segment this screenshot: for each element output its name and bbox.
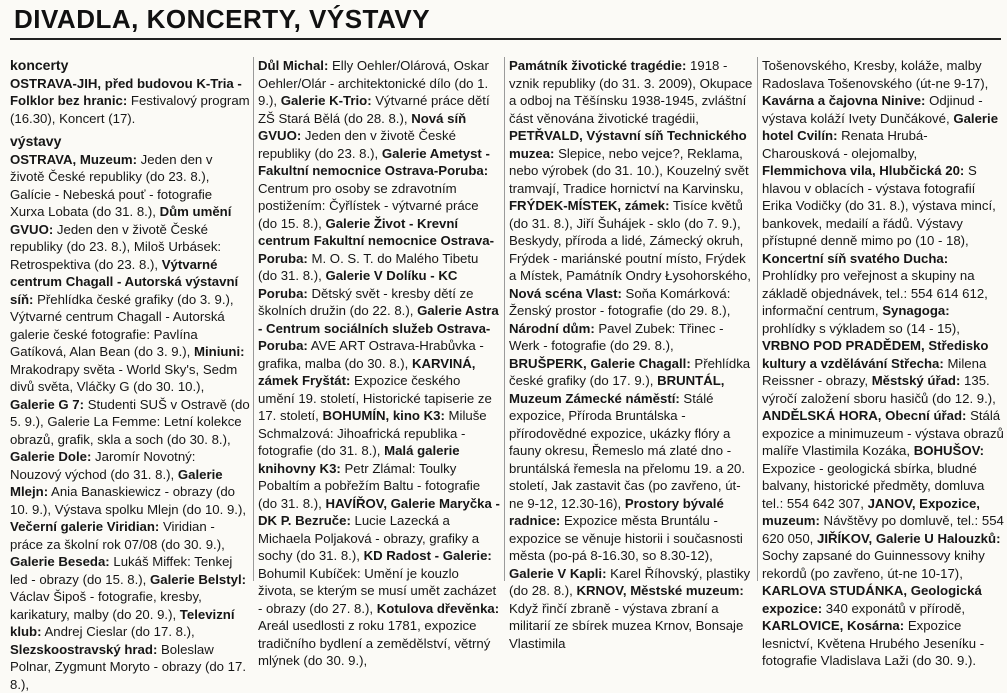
listing-text: Expozice - geologická sbírka, bludné balvany, historické předměty, domluva tel.: 554 642 307, [762, 461, 984, 511]
text-column-1 [10, 57, 250, 581]
listing-text: Přehlídka české grafiky (do 3. 9.), Výtvarné centrum Chagall - Autorská galerie české fotografie: Pavlína Gatíková, Alan Bean (do 3. 9.), [10, 292, 234, 360]
listing-text: Petr Zlámal: Toulky Pobaltím a pobřežím Baltu - fotografie (do 31. 8.), [258, 461, 480, 511]
venue-name: Nová síň GVUO: [258, 111, 466, 144]
venue-name: Synagoga: [882, 303, 949, 318]
listing-text: Lucie Lazecká a Michaela Poljaková - obrazy, grafiky a sochy (do 31. 8.), [258, 513, 479, 563]
listing-text: Expozice českého umění 19. století, Historické tapiserie ze 17. století, [258, 373, 492, 423]
listing-text: Stálé expozice, Příroda Bruntálska - přírodovědné expozice, ukázky flóry a fauny okresu, Řemeslo má zlaté dno - bruntálská řemesla na přelomu 19. a 20. století, Jak zastavit čas (po zavřeno, út-ne 9-12, 12.30-16), [509, 391, 745, 511]
column-divider [253, 57, 254, 581]
listing-text: Stálá expozice a minimuzeum - výstava obrazů malíře Vlastimila Kozáka, [762, 408, 1004, 458]
page-title: DIVADLA, KONCERTY, VÝSTAVY [14, 4, 430, 35]
listing-text: prohlídky s výkladem so (14 - 15), [762, 321, 960, 336]
venue-name: Koncertní síň svatého Ducha: [762, 251, 948, 266]
venue-name: Večerní galerie Viridian: [10, 519, 159, 534]
listing-text: Pavel Zubek: Třinec - Werk - fotografie (do 29. 8.), [509, 321, 723, 354]
venue-name: Galerie Beseda: [10, 554, 110, 569]
venue-name: KD Radost - Galerie: [364, 548, 492, 563]
listing-text: Dětský svět - kresby dětí ze školních družin (do 22. 8.), [258, 286, 473, 319]
listing-text: Slepice, nebo vejce?, Reklama, nebo výrobek (do 31. 10.), Kouzelný svět tramvají, Tradice hornictví na Karvinsku, [509, 146, 749, 196]
venue-name: Galerie G 7: [10, 397, 84, 412]
listing-text: Viridian - práce za školní rok 07/08 (do 30. 9.), [10, 519, 225, 552]
text-column-3 [509, 57, 753, 581]
listing-text: Odjinud - výstava koláží Ivety Dunčákové, [762, 93, 983, 126]
venue-name: Televizní klub: [10, 607, 235, 640]
venue-name: KRNOV, Městské muzeum: [576, 583, 743, 598]
listing-text: Renata Hrubá-Charousková - olejomalby, [762, 128, 928, 161]
listing-text: 1918 - vznik republiky (do 31. 3. 2009), Okupace a odboj na Těšínsku 1938-1945, zvláštní část věnována životické tragédii, [509, 58, 752, 126]
venue-name: Galerie hotel Cvilín: [762, 111, 998, 144]
venue-name: PETŘVALD, Výstavní síň Technického muzea: [509, 128, 747, 161]
venue-name: BOHUŠOV: [914, 443, 984, 458]
listing-text: Centrum pro osoby se zdravotním postižením: Čyřlístek - výtvarné práce (do 15. 8.), [258, 181, 479, 231]
listing-text: Bohumil Kubíček: Umění je kouzlo života, se kterým se musí umět zacházet - obrazy (do 27. 8.), [258, 566, 496, 616]
venue-name: Galerie Ametyst - Fakultní nemocnice Ostrava-Poruba: [258, 146, 490, 179]
venue-name: Flemmichova vila, Hlubčická 20: [762, 163, 964, 178]
listing-text: Ania Banaskiewicz - obrazy (do 10. 9.), Výstava spolku Mlejn (do 10. 9.), [10, 484, 246, 517]
page-header [0, 0, 1007, 40]
venue-name: HAVÍŘOV, Galerie Maryčka - DK P. Bezruče: [258, 496, 500, 529]
section-heading: výstavy [10, 133, 250, 151]
venue-name: ANDĚLSKÁ HORA, Obecní úřad: [762, 408, 966, 423]
venue-name: Městský úřad: [872, 373, 961, 388]
venue-name: JIŘÍKOV, Galerie U Halouzků: [817, 531, 1000, 546]
listing-text: Prohlídky pro veřejnost a skupiny na základě objednávek, tel.: 554 614 612, informační centrum, [762, 268, 988, 318]
listing-text: Návštěvy po domluvě, tel.: 554 620 050, [762, 513, 1004, 546]
listing-text: Soňa Komárková: Ženský prostor - fotografie (do 29. 8.), [509, 286, 730, 319]
venue-name: Galerie V Dolíku - KC Poruba: [258, 268, 457, 301]
venue-name: Dům umění GVUO: [10, 204, 231, 237]
venue-name: KARVINÁ, zámek Fryštát: [258, 356, 475, 389]
listing-text: Mrakodrapy světa - World Sky's, Sedm divů světa, Vláčky G (do 30. 10.), [10, 362, 237, 395]
listing-text: Studenti SUŠ v Ostravě (do 5. 9.), Galerie La Femme: Letní kolekce obrazů, grafik, skla a soch (do 30. 8.), [10, 397, 250, 447]
venue-name: Památník životické tragédie: [509, 58, 686, 73]
venue-name: Kavárna a čajovna Ninive: [762, 93, 925, 108]
listing-text: 340 exponátů v přírodě, [822, 601, 965, 616]
listing-text: S hlavou v oblacích - výstava fotografií Erika Vodičky (do 31. 8.), výstava mincí, bankovek, medailí a řádů. Výstavy přístupné denně mimo po (10 - 18), [762, 163, 996, 248]
listing-text: Festivalový program (16.30), Koncert (17). [10, 93, 250, 126]
listing-text: Areál usedlosti z roku 1781, expozice tradičního bydlení a zemědělství, větrný mlýnek (do 30. 9.), [258, 618, 490, 668]
venue-name: Galerie V Kapli: [509, 566, 606, 581]
venue-name: VRBNO POD PRADĚDEM, Středisko kultury a vzdělávání Střecha: [762, 338, 988, 371]
venue-name: Galerie Astra - Centrum sociálních služeb Ostrava-Poruba: [258, 303, 499, 353]
venue-name: Nová scéna Vlast: [509, 286, 622, 301]
venue-name: Galerie Mlejn: [10, 467, 223, 500]
listing-text: Tisíce květů (do 31. 8.), Jiří Šuhájek - sklo (do 7. 9.), Beskydy, příroda a lidé, Zámecký okruh, Frýdek - mariánské poutní místo, Frýdek a Místek, Památník Ondry Łysohorského, [509, 198, 751, 283]
venue-name: BRUŠPERK, Galerie Chagall: [509, 356, 691, 371]
venue-name: Galerie K-Trio: [281, 93, 372, 108]
listing-paragraph [258, 57, 500, 670]
venue-name: JANOV, Expozice, muzeum: [762, 496, 980, 529]
listing-text: Expozice města Bruntálu - expozice se věnuje historii i současnosti města (po-pá 8-16.30, so 8.30-12), [509, 513, 743, 563]
listing-text: Václav Šipoš - fotografie, kresby, karikatury, malby (do 20. 9.), [10, 589, 202, 622]
listing-paragraph [509, 57, 753, 652]
text-column-4 [762, 57, 1004, 581]
listing-text: M. O. S. T. do Malého Tibetu (do 31. 8.), [258, 251, 478, 284]
listing-text: Jeden den v životě České republiky (do 23. 8.), Galície - Nebeská pouť - fotografie Xurxa Lobata (do 31. 8.), [10, 152, 213, 220]
listing-paragraph [762, 57, 1004, 670]
listing-text: AVE ART Ostrava-Hrabůvka - grafika, malba (do 30. 8.), [258, 338, 484, 371]
text-column-2 [258, 57, 500, 581]
header-rule [10, 38, 1001, 40]
listing-text: Sochy zapsané do Guinnessovy knihy rekordů (po zavřeno, út-ne 10-17), [762, 548, 985, 581]
listing-text: Milena Reissner - obrazy, [762, 356, 986, 389]
listing-text: 135. výročí založení sboru hasičů (do 12. 9.), [762, 373, 996, 406]
listing-text: Andrej Cieslar (do 17. 8.), [42, 624, 195, 639]
listing-text: Výtvarné práce dětí ZŠ Stará Bělá (do 28. 8.), [258, 93, 490, 126]
venue-name: OSTRAVA, Muzeum: [10, 152, 137, 167]
venue-name: OSTRAVA-JIH, před budovou K-Tria - Folklor bez hranic: [10, 76, 242, 109]
listing-text: Jaromír Novotný: Nouzový východ (do 31. 8.), [10, 449, 195, 482]
column-divider [757, 57, 758, 581]
listing-paragraph [10, 151, 250, 693]
venue-name: Galerie Belstyl: [150, 572, 246, 587]
listing-text: Tošenovského, Kresby, koláže, malby Radoslava Tošenovského (út-ne 9-17), [762, 58, 988, 91]
listing-text: Lukáš Miffek: Tenkej led - obrazy (do 15. 8.), [10, 554, 232, 587]
venue-name: Prostory bývalé radnice: [509, 496, 724, 529]
listing-paragraph [10, 75, 250, 128]
listing-text: Karel Říhovský, plastiky (do 28. 8.), [509, 566, 750, 599]
section-heading: koncerty [10, 57, 250, 75]
column-divider [504, 57, 505, 581]
listing-text: Elly Oehler/Olárová, Oskar Oehler/Olár - architektonické dílo (do 1. 9.), [258, 58, 489, 108]
venue-name: Výtvarné centrum Chagall - Autorská výstavní síň: [10, 257, 238, 307]
listing-text: Boleslaw Polnar, Zygmunt Moryto - obrazy (do 17. 8.), [10, 642, 246, 692]
listing-text: Když řinčí zbraně - výstava zbraní a militarií ze sbírek muzea Krnov, Bonsaje Vlastimila [509, 601, 743, 651]
venue-name: Kotulova dřevěnka: [377, 601, 499, 616]
venue-name: Důl Michal: [258, 58, 328, 73]
venue-name: Slezskoostravský hrad: [10, 642, 157, 657]
listing-text: Miluše Schmalzová: Jihoafrická republika - fotografie (do 31. 8.), [258, 408, 487, 458]
venue-name: Národní dům: [509, 321, 595, 336]
listing-text: Přehlídka české grafiky (do 17. 9.), [509, 356, 750, 389]
venue-name: BOHUMÍN, kino K3: [323, 408, 445, 423]
venue-name: KARLOVICE, Kosárna: [762, 618, 904, 633]
venue-name: FRÝDEK-MÍSTEK, zámek: [509, 198, 669, 213]
venue-name: Miniuni: [194, 344, 245, 359]
venue-name: Galerie Dole: [10, 449, 91, 464]
listing-text: Jeden den v životě České republiky (do 23. 8.), [258, 128, 456, 161]
listing-text: Expozice lesnictví, Květena Hrubého Jeseníku - fotografie Vladislava Laži (do 30. 9.). [762, 618, 984, 668]
venue-name: KARLOVA STUDÁNKA, Geologická expozice: [762, 583, 982, 616]
venue-name: Malá galerie knihovny K3: [258, 443, 460, 476]
listing-text: Jeden den v životě České republiky (do 23. 8.), Miloš Urbásek: Retrospektiva (do 23. 8.), [10, 222, 221, 272]
venue-name: BRUNTÁL, Muzeum Zámecké náměstí: [509, 373, 724, 406]
venue-name: Galerie Život - Krevní centrum Fakultní nemocnice Ostrava-Poruba: [258, 216, 494, 266]
